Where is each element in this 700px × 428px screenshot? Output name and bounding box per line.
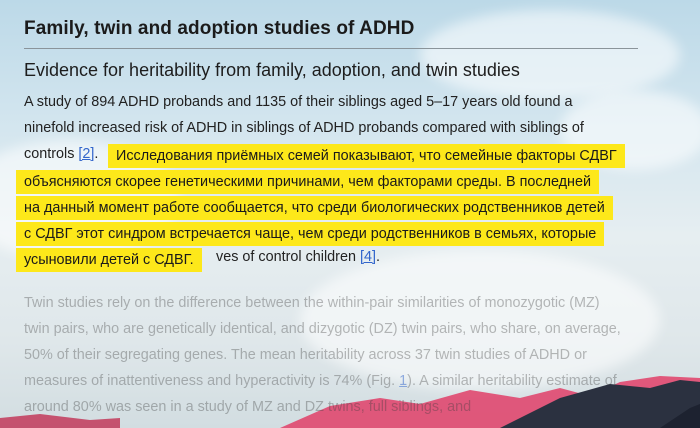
paragraph-text: controls [24,146,79,162]
paragraph-line: Twin studies rely on the difference between the within-pair similarities of monozygotic (MZ) [24,295,600,311]
paragraph-line [24,146,98,162]
figure-link[interactable]: 1 [399,373,408,389]
page-title: Family, twin and adoption studies of ADHD [24,18,415,39]
reference-link[interactable]: [4] [359,249,376,265]
overlay-highlight-line: на данный момент работе сообщается, что среди биологических родственников детей [16,196,613,220]
overlay-highlight-line: Исследования приёмных семей показывают, что семейные факторы СДВГ [108,144,625,168]
paragraph-line [24,373,617,389]
paragraph-line: around 80% was seen in a study of MZ and DZ twins, full siblings, and [24,399,472,415]
paragraph-text: measures of inattentiveness and hyperactivity is 74% (Fig. [24,373,400,389]
paragraph-text: ). A similar heritability estimate of [407,373,617,389]
paragraph-line: 50% of their segregating genes. The mean heritability across 37 twin studies of ADHD or [24,347,587,363]
paragraph-line: A study of 894 ADHD probands and 1135 of their siblings aged 5–17 years old found a [24,94,573,110]
paragraph-text: . [94,146,99,162]
paragraph-line [216,249,380,265]
overlay-highlight-line: объясняются скорее генетическими причинами, чем факторами среды. В последней [16,170,599,194]
reference-link[interactable]: [2] [78,146,95,162]
paragraph-text: ves of control children [216,249,360,265]
paragraph-line: twin pairs, who are genetically identical, and dizygotic (DZ) twin pairs, who share, on average, [24,321,621,337]
overlay-highlight-line: усыновили детей с СДВГ. [16,248,202,272]
paragraph-text: . [375,249,380,265]
overlay-highlight-line: с СДВГ этот синдром встречается чаще, чем среди родственников в семьях, которые [16,222,604,246]
section-heading: Evidence for heritability from family, adoption, and twin studies [24,60,520,80]
title-divider [24,48,638,49]
paragraph-line: ninefold increased risk of ADHD in siblings of ADHD probands compared with siblings of [24,120,584,136]
